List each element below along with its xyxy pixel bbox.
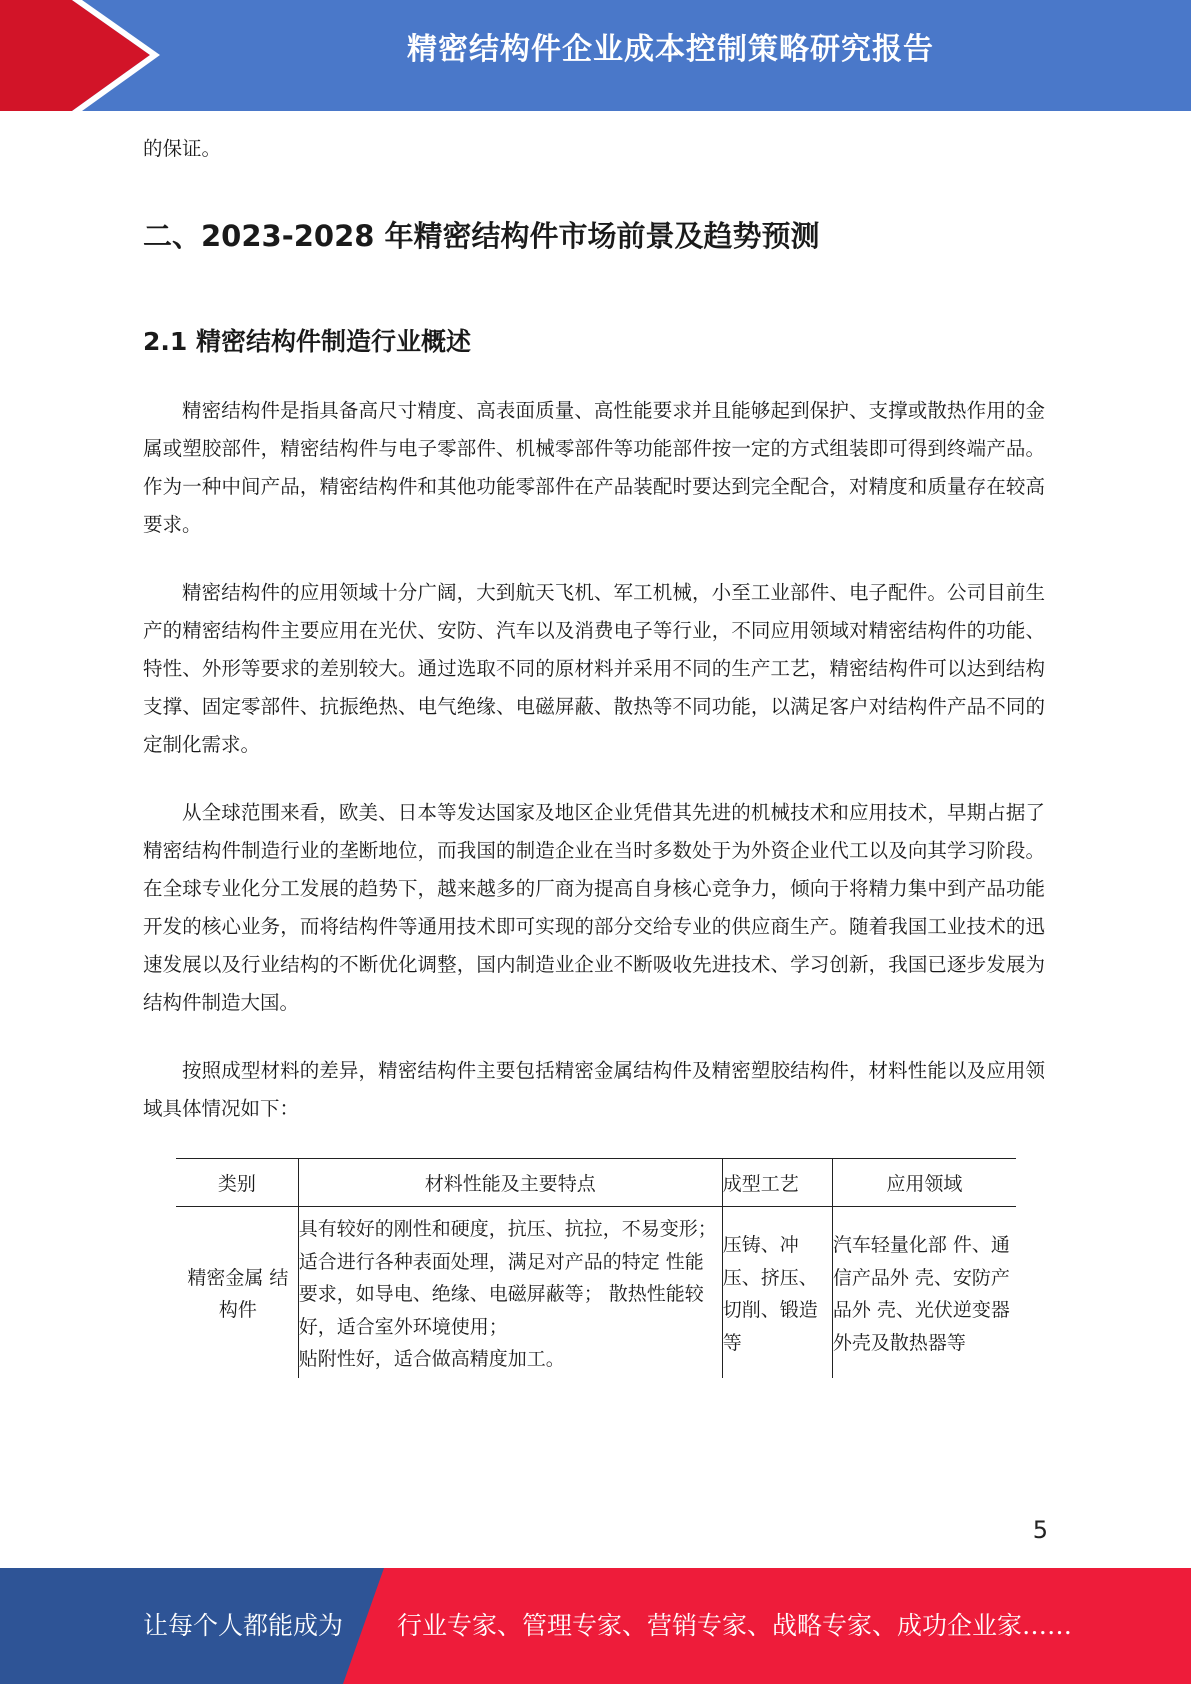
feature-line: 适合进行各种表面处理，满足对产品的特定 性能要求，如导电、绝缘、电磁屏蔽等； 散热性能较好，适合室外环境使用； [298,1250,704,1338]
column-header: 类别 [176,1159,298,1207]
footer-slogan-right: 行业专家、管理专家、营销专家、战略专家、成功企业家…… [397,1611,1073,1640]
page-number: 5 [1032,1516,1048,1544]
section-heading: 二、2023-2028 年精密结构件市场前景及趋势预测 [143,219,820,253]
paragraph: 精密结构件的应用领域十分广阔，大到航天飞机、军工机械，小至工业部件、电子配件。公司目前生产的精密结构件主要应用在光伏、安防、汽车以及消费电子等行业，不同应用领域对精密结构件的功能、特性、外形等要求的差别较大。通过选取不同的原材料并采用不同的生产工艺，精密结构件可以达到结构支撑、固定零部件、抗振绝热、电气绝缘、电磁屏蔽、散热等不同功能，以满足客户对结构件产品不同的定制化需求。 [143,581,1045,756]
feature-line: 贴附性好，适合做高精度加工。 [298,1348,565,1370]
material-table-container [176,1158,1016,1378]
features-cell [298,1207,722,1378]
paragraph: 按照成型材料的差异，精密结构件主要包括精密金属结构件及精密塑胶结构件，材料性能以及应用领域具体情况如下： [143,1059,1045,1120]
subsection-heading: 2.1 精密结构件制造行业概述 [143,327,471,356]
paragraph: 精密结构件是指具备高尺寸精度、高表面质量、高性能要求并且能够起到保护、支撑或散热作用的金属或塑胶部件，精密结构件与电子零部件、机械零部件等功能部件按一定的方式组装即可得到终端产品。作为一种中间产品，精密结构件和其他功能零部件在产品装配时要达到完全配合，对精度和质量存在较高要求。 [143,399,1045,536]
footer-slogan-left: 让每个人都能成为 [143,1611,344,1640]
process-cell: 压铸、冲压、挤压、切削、锻造等 [722,1207,832,1378]
column-header: 成型工艺 [722,1159,832,1207]
document-title: 精密结构件企业成本控制策略研究报告 [407,32,934,67]
material-table [176,1158,1016,1378]
header-arrow-decoration [0,0,160,111]
page-footer [0,1568,1191,1684]
paragraph: 从全球范围来看，欧美、日本等发达国家及地区企业凭借其先进的机械技术和应用技术，早期占据了精密结构件制造行业的垄断地位，而我国的制造企业在当时多数处于为外资企业代工以及向其学习阶段。在全球专业化分工发展的趋势下，越来越多的厂商为提高自身核心竞争力，倾向于将精力集中到产品功能开发的核心业务，而将结构件等通用技术即可实现的部分交给专业的供应商生产。随着我国工业技术的迅速发展以及行业结构的不断优化调整，国内制造业企业不断吸收先进技术、学习创新，我国已逐步发展为结构件制造大国。 [143,801,1045,1014]
page-header [0,0,1191,111]
table-header-row [176,1159,1016,1207]
application-cell: 汽车轻量化部 件、通信产品外 壳、安防产品外 壳、光伏逆变器外壳及散热器等 [832,1207,1016,1378]
column-header: 材料性能及主要特点 [298,1159,722,1207]
continuation-text: 的保证。 [143,137,222,160]
page-content [143,130,1045,1120]
body-paragraphs [143,392,1045,1128]
category-cell: 精密金属 结构件 [187,1266,289,1322]
column-header: 应用领域 [832,1159,1016,1207]
feature-line: 具有较好的刚性和硬度，抗压、抗拉，不易变形； [298,1218,717,1240]
table-row [176,1207,1016,1378]
